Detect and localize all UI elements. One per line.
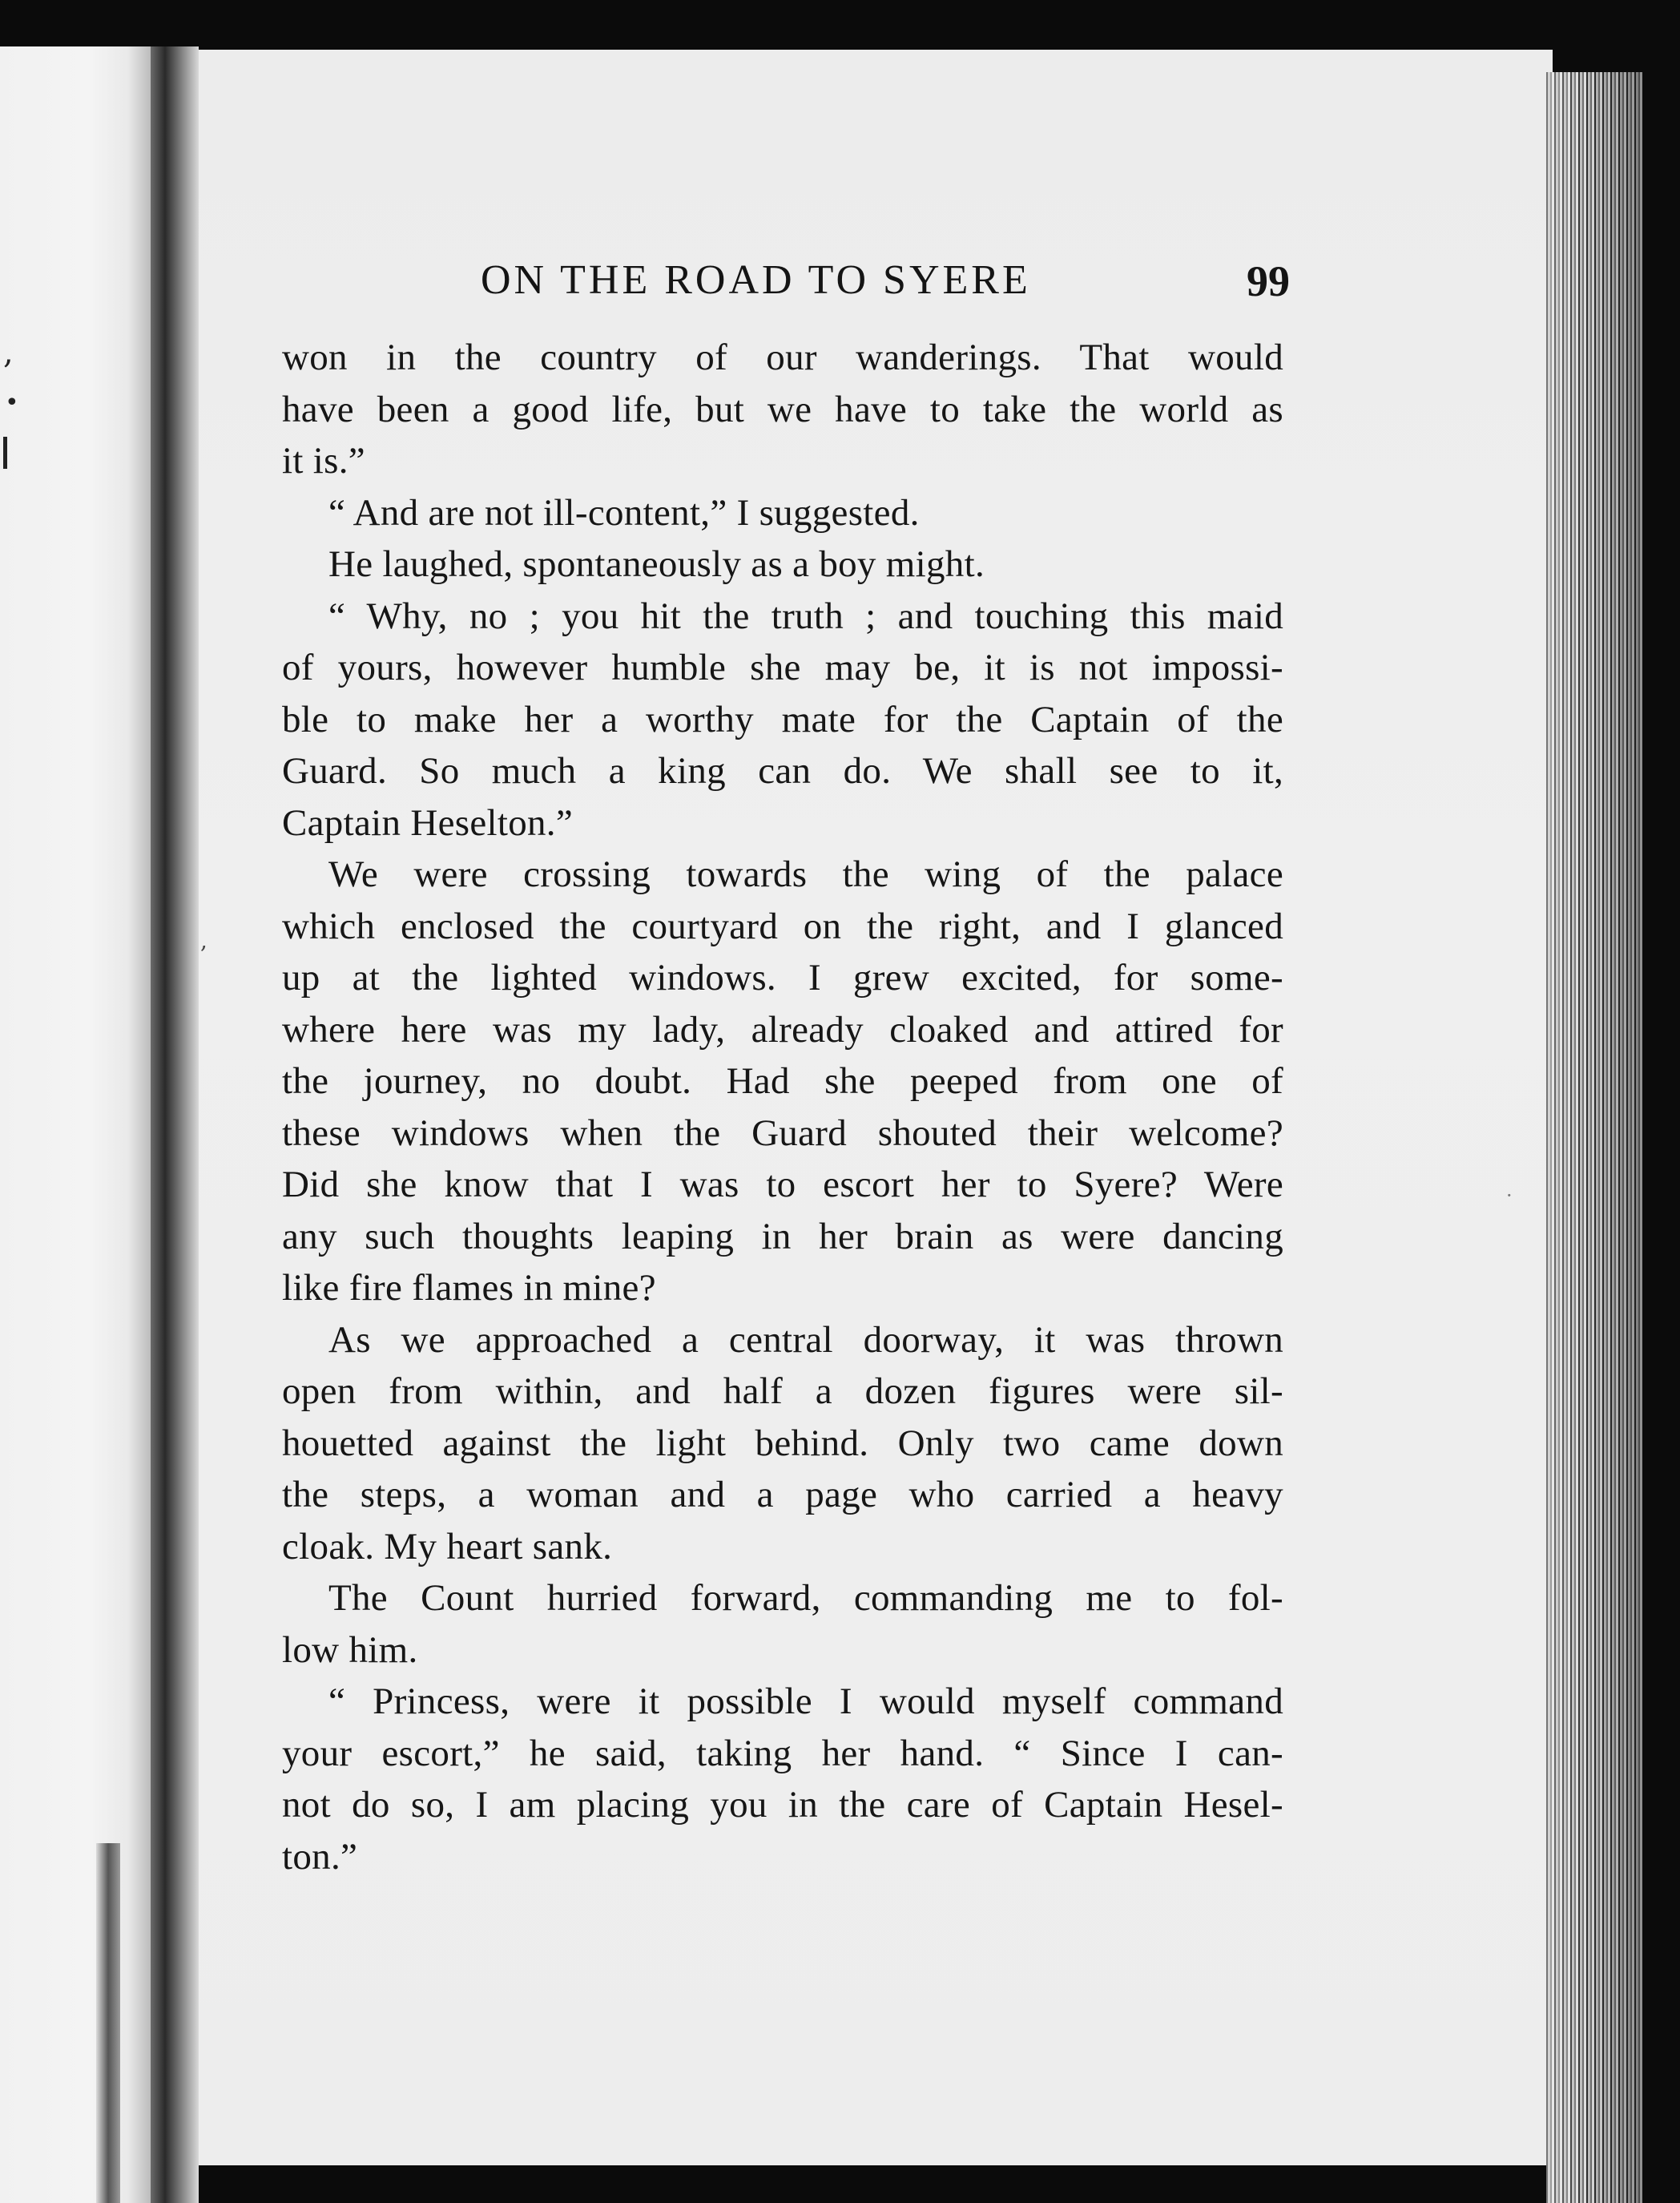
- text-line: He laughed, spontaneously as a boy might.: [328, 543, 985, 585]
- body-text: [282, 332, 1283, 1882]
- text-line: open from within, and half a dozen figures were sil-: [282, 1370, 1283, 1412]
- text-line: the journey, no doubt. Had she peeped from one of: [282, 1060, 1283, 1102]
- margin-small-mark: ,: [200, 927, 207, 954]
- text-line: of yours, however humble she may be, it is not impossi-: [282, 647, 1283, 688]
- text-line: have been a good life, but we have to take the world as: [282, 388, 1283, 430]
- margin-dot-mark: •: [5, 389, 19, 417]
- text-line: which enclosed the courtyard on the right, and I glanced: [282, 905, 1283, 947]
- book-gutter: [151, 46, 199, 2203]
- text-line: Captain Heselton.”: [282, 801, 574, 844]
- text-line: not do so, I am placing you in the care of Captain Hesel-: [282, 1784, 1283, 1826]
- page-number: 99: [1247, 257, 1290, 305]
- text-line: it is.”: [282, 440, 365, 482]
- text-line: these windows when the Guard shouted their welcome?: [282, 1112, 1283, 1154]
- text-line: cloak. My heart sank.: [282, 1525, 613, 1568]
- text-line: the steps, a woman and a page who carried a heavy: [282, 1474, 1283, 1515]
- gutter-shadow: [96, 1843, 120, 2203]
- text-line: “ Princess, were it possible I would myself command: [328, 1680, 1283, 1722]
- text-line: As we approached a central doorway, it was thrown: [328, 1318, 1283, 1361]
- text-line: “ And are not ill-content,” I suggested.: [328, 491, 920, 534]
- text-line: up at the lighted windows. I grew excited, for some-: [282, 957, 1283, 999]
- text-line: Guard. So much a king can do. We shall see to it,: [282, 750, 1283, 792]
- text-line: won in the country of our wanderings. That would: [282, 337, 1283, 378]
- text-line: The Count hurried forward, commanding me to fol-: [328, 1577, 1283, 1619]
- facing-page-edge: [0, 46, 151, 2203]
- text-line: like fire flames in mine?: [282, 1267, 656, 1309]
- margin-comma-mark: ,: [3, 334, 14, 371]
- text-line: We were crossing towards the wing of the palace: [328, 853, 1283, 895]
- text-line: Did she know that I was to escort her to Syere? Were: [282, 1164, 1283, 1205]
- text-line: houetted against the light behind. Only two came down: [282, 1422, 1283, 1464]
- fore-edge-shading: [1546, 72, 1642, 2203]
- text-line: “ Why, no ; you hit the truth ; and touching this maid: [328, 595, 1283, 637]
- margin-right-mark: ·: [1506, 1184, 1513, 1207]
- text-line: ble to make her a worthy mate for the Captain of the: [282, 698, 1283, 740]
- text-line: where here was my lady, already cloaked and attired for: [282, 1008, 1283, 1051]
- text-line: low him.: [282, 1628, 418, 1671]
- text-line: ton.”: [282, 1835, 358, 1878]
- text-line: any such thoughts leaping in her brain as were dancing: [282, 1215, 1283, 1257]
- margin-bar-mark: [3, 437, 7, 469]
- text-line: your escort,” he said, taking her hand. “ Since I can-: [282, 1732, 1283, 1774]
- running-title: ON THE ROAD TO SYERE: [481, 257, 1031, 303]
- running-head: [280, 256, 1290, 313]
